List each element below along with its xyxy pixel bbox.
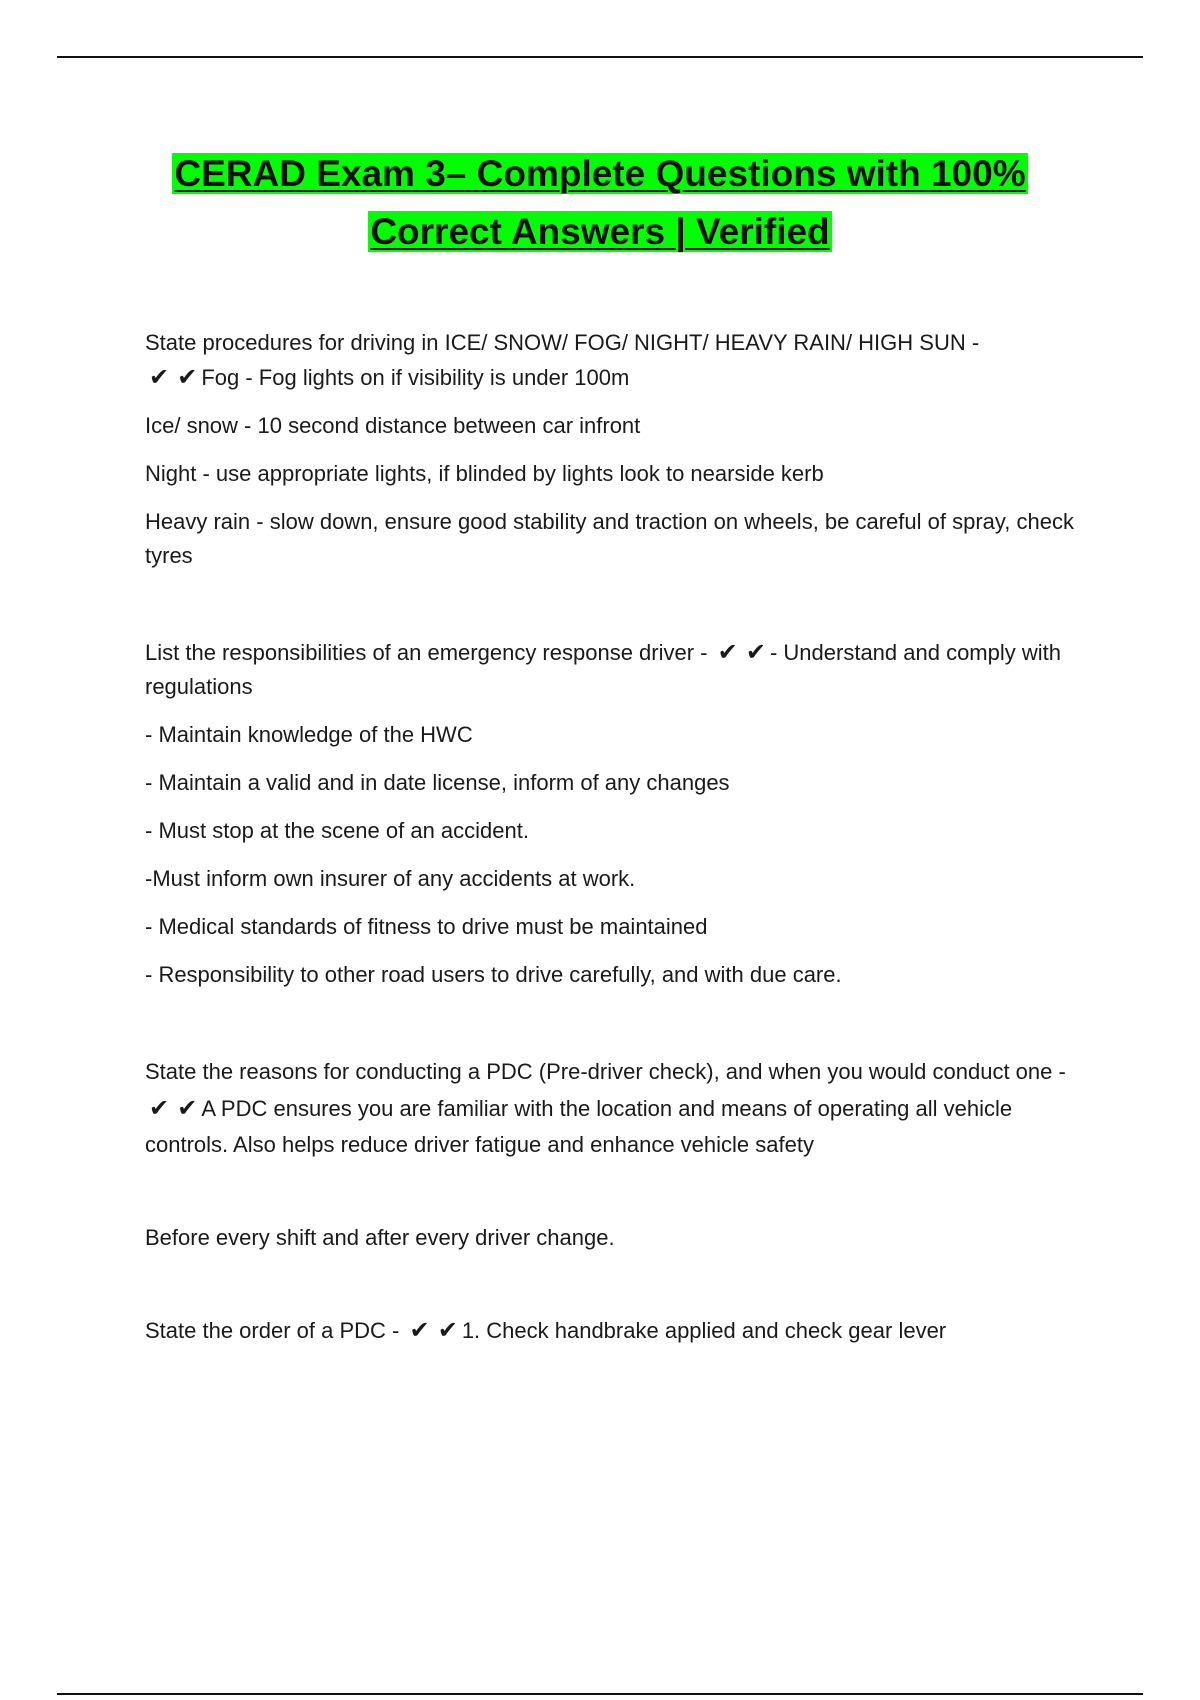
- check-pair: [149, 360, 199, 395]
- question-1: [145, 326, 1090, 395]
- check-icon: ✔: [149, 363, 170, 391]
- question-3: [145, 1054, 1090, 1163]
- document-title: [0, 145, 1200, 261]
- answer-line: Heavy rain - slow down, ensure good stability and traction on wheels, be careful of spray, check tyres: [145, 509, 1074, 568]
- check-pair: [409, 1313, 459, 1348]
- top-rule: [57, 56, 1143, 58]
- question-text: State procedures for driving in ICE/ SNOW/ FOG/ NIGHT/ HEAVY RAIN/ HIGH SUN -: [145, 330, 980, 355]
- bottom-rule: [57, 1693, 1143, 1695]
- answer-lead: Fog - Fog lights on if visibility is under 100m: [201, 365, 630, 390]
- answer-lead: - Understand and comply with regulations: [145, 640, 1061, 699]
- check-pair: [718, 635, 768, 670]
- check-icon: ✔: [409, 1316, 430, 1344]
- answer-line: Night - use appropriate lights, if blinded by lights look to nearside kerb: [145, 461, 824, 486]
- check-pair: [149, 1090, 199, 1127]
- answer-lead: A PDC ensures you are familiar with the location and means of operating all vehicle controls. Also helps reduce driver fatigue and enhance vehicle safety: [145, 1096, 1013, 1157]
- question-text: List the responsibilities of an emergency response driver -: [145, 640, 708, 665]
- answer-line: - Medical standards of fitness to drive must be maintained: [145, 914, 708, 939]
- question-text: State the order of a PDC -: [145, 1318, 400, 1343]
- question-4: [145, 1313, 1090, 1348]
- answer-line: - Must stop at the scene of an accident.: [145, 818, 529, 843]
- check-icon: ✔: [745, 638, 766, 666]
- answer-line: - Responsibility to other road users to drive carefully, and with due care.: [145, 962, 842, 987]
- check-icon: ✔: [717, 638, 738, 666]
- title-line-2: Correct Answers | Verified: [370, 211, 830, 252]
- check-icon: ✔: [177, 363, 198, 391]
- check-icon: ✔: [149, 1094, 170, 1122]
- answer-line: Before every shift and after every driver change.: [145, 1225, 615, 1250]
- answer-line: Ice/ snow - 10 second distance between car infront: [145, 413, 641, 438]
- question-text: State the reasons for conducting a PDC (Pre-driver check), and when you would conduct one -: [145, 1059, 1066, 1084]
- question-2: [145, 635, 1090, 704]
- answer-line: - Maintain knowledge of the HWC: [145, 722, 473, 747]
- title-line-1: CERAD Exam 3– Complete Questions with 100%: [174, 153, 1026, 194]
- check-icon: ✔: [437, 1316, 458, 1344]
- answer-line: -Must inform own insurer of any accidents at work.: [145, 866, 636, 891]
- document-body: [145, 326, 1090, 1348]
- answer-lead: 1. Check handbrake applied and check gear lever: [461, 1318, 947, 1343]
- check-icon: ✔: [177, 1094, 198, 1122]
- answer-line: - Maintain a valid and in date license, inform of any changes: [145, 770, 730, 795]
